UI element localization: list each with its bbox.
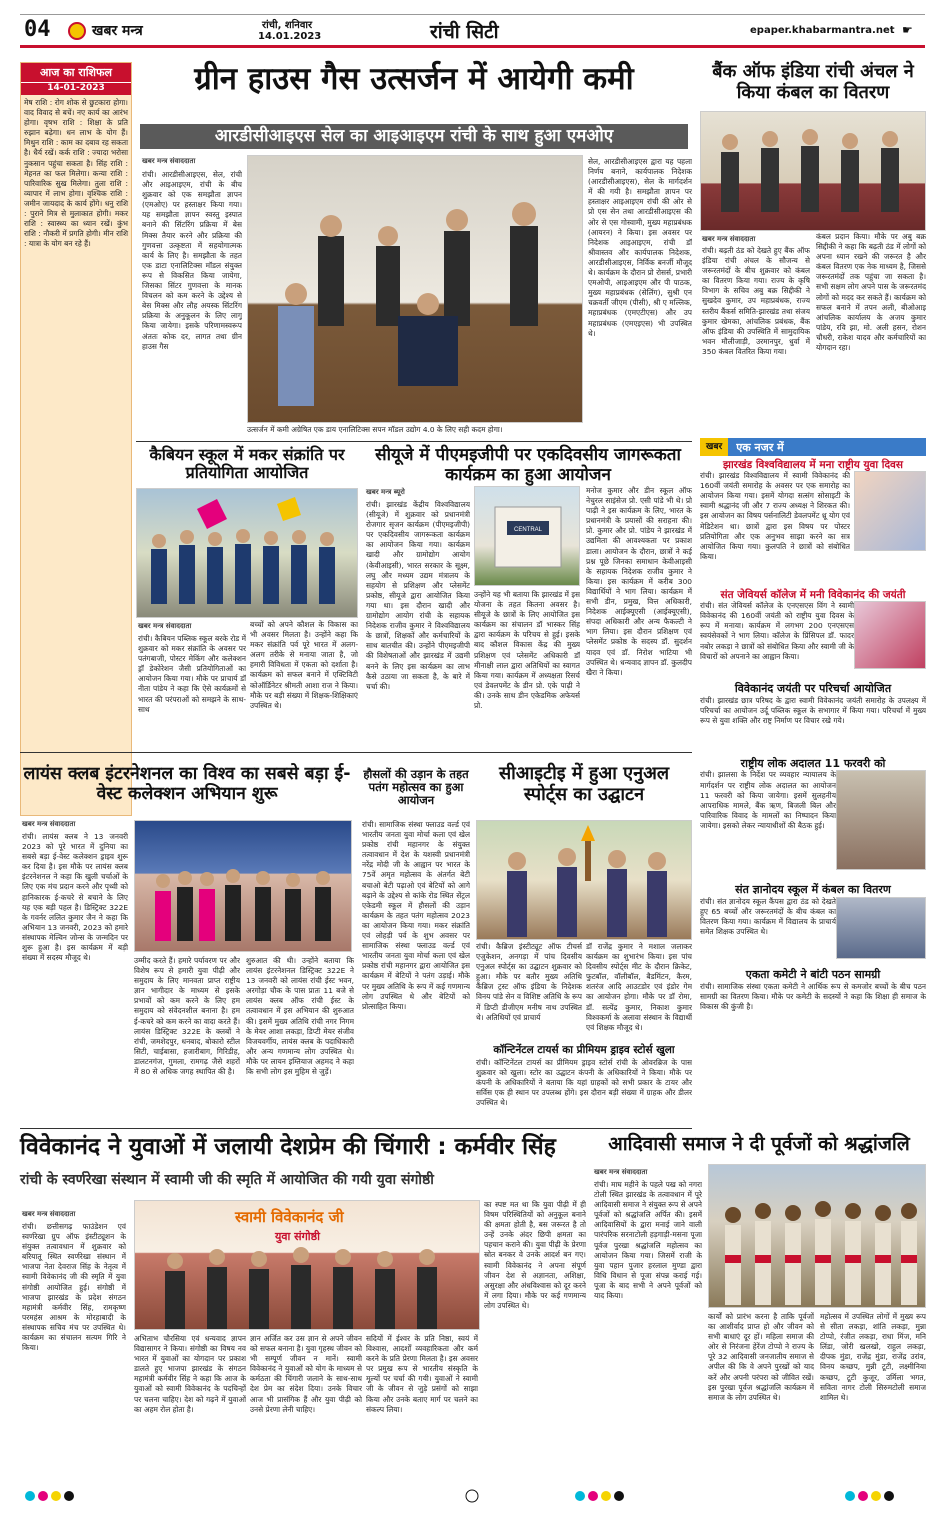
ek-item-5 <box>700 884 926 969</box>
ek-item-2-headline: संत जेवियर्स कॉलेज में मनी विवेकानंद की जयंती <box>720 589 906 602</box>
ek-item-5-text: रांची। संत ज्ञानोदय स्कूल कैंपस द्वारा ठंड को देखते हुए 65 बच्चों और जरूरतमंदों के बीच कंबल का वितरण किया गया। कार्यक्रम में विद्यालय के प्राचार्य समेत शिक्षक उपस्थित थे। <box>700 897 836 937</box>
ek-item-1-headline: झारखंड विश्वविद्यालय में मना राष्ट्रीय युवा दिवस <box>723 459 903 471</box>
a6-body: रांची। सामाजिक संस्था फ्लाउड वर्ल्ड एवं भारतीय जनता युवा मोर्चा कला एवं खेल प्रकोष्ठ रांची महानगर के संयुक्त तत्वावधान में देश के यशस्वी प्रधानमंत्री नरेंद्र मोदी जी के आह्वान पर भारत के 75वें अमृत महोत्सव के अंतर्गत बेटी बचाओ बेटी पढ़ाओ एवं बेटियों को आगे बढ़ाने के उद्देश्य से कांके रोड स्थित सेंट्रल एकेडमी स्कूल में हौसलों की उड़ान कार्यक्रम के तहत पतंग महोत्सव 2023 का आयोजन किया गया। मकर संक्रांति एवं लोहड़ी पर्व के शुभ अवसर पर सामाजिक संस्था फ्लाउड वर्ल्ड एवं भारतीय जनता युवा मोर्चा कला एवं खेल प्रकोष्ठ रांची महानगर द्वारा आयोजित इस कार्यक्रम में बेटियों ने पतंग उड़ाई। मौके पर मुख्य अतिथि के रूप में कई गणमान्य लोग उपस्थित थे और बेटियों को प्रोत्साहित किया। <box>362 820 470 1011</box>
rashifal-title: आज का राशिफल <box>21 63 131 82</box>
a2-byline: खबर मन्त्र संवाददाता <box>702 235 756 243</box>
masthead <box>20 14 925 48</box>
a8-body-2: अभिताभ चौरसिया एवं धन्यवाद ज्ञापन विद्यासागर ने किया। संगोष्ठी का विषय नव भारत में युवाओं का योगदान पर प्रकाश डालते हुए भाजपा झारखंड के संगठन महामंत्री कर्मवीर सिंह ने कहा कि आज के युवाओं को स्वामी विवेकानंद के पदचिन्हों पर चलना चाहिए। देश को गढ़ने में युवाओं का अहम रोल होता है। <box>134 1334 246 1414</box>
a3-headline: कैबियन स्कूल में मकर संक्रांति पर प्रतियोगिता आयोजित <box>149 445 345 483</box>
swatch-dot <box>884 1491 894 1501</box>
divider-3 <box>20 1128 692 1129</box>
a3-body-2: बच्चों को अपने कौशल के विकास का भी अवसर मिलता है। उन्होंने कहा कि मकर संक्रांति पर्व पूरे भारत में अलग-अलग तरीके से मनाया जाता है, जो हमारी विविधता में एकता को दर्शाता है। कार्यक्रम को सफल बनाने में एक्टिविटी कोऑर्डिनेटर श्रीमती आशा राज ने किया। मौके पर बड़ी संख्या में शिक्षक-शिक्षिकाएं उपस्थित थे। <box>250 620 358 710</box>
ek-item-3-text: रांची। झारखंड छात्र परिषद के द्वारा स्वामी विवेकानंद जयंती समारोह के उपलक्ष्य में परिचर्चा का आयोजन उर्दू पब्लिक स्कूल के सभागार में किया गया। परिचर्चा में मुख्य रूप से युवा शक्ति और राष्ट्र निर्माण पर विचार रखे गये। <box>700 695 926 725</box>
a7-box-headline: कॉन्टिनेंटल टायर्स का प्रीमियम ड्राइव स्टोर्स खुला <box>493 1044 675 1056</box>
a4-body-1: रांची। झारखंड केंद्रीय विश्वविद्यालय (सीयूजे) में शुक्रवार को प्रधानमंत्री रोजगार सृजन कार्यक्रम (पीएमइजीपी) पर एकदिवसीय जागरूकता कार्यक्रम का आयोजन किया गया। कार्यक्रम खादी और ग्रामोद्योग आयोग (केवीआइसी), भारत सरकार के सूक्ष्म, लघु और मध्यम उद्यम मंत्रालय के सहयोग से प्रशिक्षण और प्लेसमेंट प्रकोष्ठ, सीयूजे द्वारा आयोजित किया गया था। इस दौरान खादी और ग्रामोद्योग आयोग रांची के सहायक निदेशक राजीव कुमार ने विश्वविद्यालय के छात्रों, शिक्षकों और कर्मचारियों के साथ बातचीत की। उन्होंने पीएमइजीपी की विशेषताओं और झारखंड में उद्यमी बनने के लिए इस कार्यक्रम का लाभ कैसे उठाया जा सकता है, के बारे में चर्चा की। <box>366 500 470 691</box>
swatch-dot <box>51 1491 61 1501</box>
a1-caption: उत्सर्जन में कमी अग्रेषित एक डाय एनालिटिक्स सपन मॉडल उद्योग 4.0 के लिए सही कदम होगा। <box>247 425 503 434</box>
a4-body-2: उन्होंने यह भी बताया कि झारखंड में इस योजना के तहत कितना अवसर है। सीयूजे के छात्रों के लिए आयोजित इस कार्यक्रम का संचालन डॉ भास्कर सिंह द्वारा कार्यक्रम के परिचय से हुई। इसके बाद कौशल विकास केंद्र की मुख्य प्रशिक्षण एवं प्लेसमेंट अधिकारी डॉ मीनाक्षी लाल द्वारा अतिथियों का स्वागत किया गया। कार्यक्रम में अध्यक्षता रिसर्च एवं डेवलपमेंट के डीन प्रो. एके पाढ़ी ने की। उनके साथ डीन एकेडमिक अफेयर्स प्रो. <box>474 590 580 711</box>
swatch-dot <box>845 1491 855 1501</box>
ek-item-5-photo <box>836 897 926 959</box>
page-number: 04 <box>24 17 51 42</box>
a2-photo <box>700 111 926 231</box>
a5-body-2: उम्मीद करते हैं। हमारे पर्यावरण पर और विशेष रूप से हमारी युवा पीढ़ी और समुदाय के लिए मानवता प्राप्त राष्ट्रीय ज्ञान भागीदार के माध्यम से इसके प्रभावों को कम करने के लिए हम समुदाय को संवेदनशील बनाना है। हम ई-कचरे को कम करने का वादा करते हैं। लायंस डिस्ट्रिक्ट 322E के क्लबों ने रांची, जमशेदपुर, धनबाद, बोकारो स्टील सिटी, चाईबासा, हजारीबाग, गिरिडीह, डालटनगंज, गुमला, रामगढ़ जैसे शहरों में 80 से अधिक जगह स्थापित की है। <box>134 956 240 1077</box>
a7-photo <box>476 820 692 940</box>
a8-photo-figures <box>135 1201 480 1330</box>
swatch-dot <box>25 1491 35 1501</box>
a9-photo <box>708 1164 926 1308</box>
a1-headline: ग्रीन हाउस गैस उत्सर्जन में आयेगी कमी <box>194 61 634 97</box>
a3-photo <box>136 488 358 618</box>
a8-banner-title: स्वामी विवेकानंद जी <box>235 1208 344 1226</box>
ek-nazar-title: एक नजर में <box>736 440 784 454</box>
swatch-dot <box>38 1491 48 1501</box>
a5-headline: लायंस क्लब इंटरनेशनल का विश्व का सबसे बड़ा ई-वेस्ट कलेक्शन अभियान शुरू <box>23 764 351 805</box>
a9-body-3: महोत्सव में उपस्थित लोगों में मुख्य रूप से सीता लकड़ा, शांति लकड़ा, मुन्ना टोप्पो, रंजीत लकड़ा, राधा मिंज, मनि लिंडा, जोरी खलखो, राहुल लकड़ा, दीपक मुंडा, राजेंद्र मुंडा, राजेंद्र उरांव, विनय कच्छप, मुन्नी टूटी, लक्ष्मीनिया कच्छप, टूटी कुजूर, उर्मिला भगत, सविता नागर टोली सिरुमटोली समाज शामिल थे। <box>820 1312 926 1402</box>
divider-1 <box>136 441 692 442</box>
a5-body-1: रांची। लायंस क्लब ने 13 जनवरी 2023 को पूरे भारत में दुनिया का सबसे बड़ा ई-वेस्ट कलेक्शन ड्राइव शुरू कर दिया है। इस मौके पर लायंस क्लब इंटरनेशनल ने कहा कि खुली चर्चाओं के लिए एक मंच प्रदान करने और पृथ्वी को हानिकारक ई-कचरे से बचाने के लिए यह एक बड़ी पहल है। डिस्ट्रिक्ट 322E के गवर्नर ललित कुमार जैन ने कहा कि अभियान 13 जनवरी, 2023 को हमारे संस्थापक मेल्विन जोन्स के जन्मदिन पर शुरू हुआ है। इस कार्यक्रम में बड़ी संख्या में सदस्य मौजूद थे। <box>22 832 128 963</box>
a2-photo-figures <box>701 112 926 231</box>
divider-2 <box>20 752 692 753</box>
ek-item-4-headline: राष्ट्रीय लोक अदालत 11 फरवरी को <box>740 756 886 770</box>
svg-text:CENTRAL: CENTRAL <box>513 527 543 533</box>
a7-box-text: रांची। कॉन्टिनेंटल टायर्स का प्रीमियम ड्राइव स्टोर्स रांची के ओवरब्रिज के पास शुक्रवार को खुला। स्टोर का उद्घाटन कंपनी के अधिकारियों ने किया। मौके पर कंपनी के अधिकारियों ने बताया कि यहां ग्राहकों को सभी प्रकार के टायर और सर्विस एक ही स्थान पर उपलब्ध होंगे। इस दौरान बड़ी संख्या में ग्राहक और डीलर उपस्थित थे। <box>476 1058 692 1108</box>
ek-item-6 <box>700 969 926 1062</box>
a7-headline: सीआइटीइ में हुआ एनुअल स्पोर्ट्स का उद्घाटन <box>498 763 670 805</box>
a7-photo-figures <box>477 821 692 940</box>
ek-item-3 <box>700 683 926 758</box>
brand-name: खबर मन्त्र <box>92 23 143 39</box>
a3-body-1: रांची। कैबियन पब्लिक स्कूल बरके रोड में शुक्रवार को मकर संक्रांति के अवसर पर पतंगबाजी, पोस्टर मेकिंग और कलेक्शन ड्रॉ डेकोरेशन जैसी प्रतियोगिताओं का आयोजन किया गया। मौके पर प्राचार्य डॉ नीता पांडेय ने कहा कि ऐसे कार्यक्रमों से भारत की परंपराओं को समझने के साथ-साथ <box>138 634 246 714</box>
a4-headline: सीयूजे में पीएमइजीपी पर एकदिवसीय जागरूकता कार्यक्रम का हुआ आयोजन <box>375 445 681 485</box>
a4-body-3: मनोज कुमार और डीन स्कूल ऑफ नेचुरल साइंसेज प्रो. एसी पांडे भी थे। प्रो पाढ़ी ने इस कार्यक्रम के लिए, भारत के प्रधानमंत्री के प्रयासों की सराहना की। प्रो. कुमार और प्रो. पांडेय ने झारखंड में उद्यमिता की आवश्यकता पर प्रकाश डाला। आयोजन के दौरान, छात्रों ने कई प्रश्न पूछे जिनका समाधान केवीआइसी के सहायक निदेशक राजीव कुमार ने किया। इस कार्यक्रम में करीब 300 विद्यार्थियों ने भाग लिया। कार्यक्रम में सभी डीन, प्रमुख, वित्त अधिकारी, निदेशक आईक्यूएसी (आईक्यूएसी), संपदा अधिकारी और अन्य फैकल्टी ने भाग लिया। इस दौरान प्रशिक्षण एवं प्लेसमेंट प्रकोष्ठ के सदस्य डॉ. सुदर्शन यादव एवं डॉ. निरोश भाटिया भी उपस्थित थे। धन्यवाद ज्ञापन डॉ. कुलदीप खैरा ने किया। <box>586 486 692 677</box>
ek-item-6-text: रांची। सामाजिक संस्था एकता कमेटी ने आर्थिक रूप से कमजोर बच्चों के बीच पठन सामग्री का वितरण किया। मौके पर कमेटी के सदस्यों ने कहा कि शिक्षा ही समाज के विकास की कुंजी है। <box>700 981 926 1011</box>
ek-item-6-headline: एकता कमेटी ने बांटी पठन सामग्री <box>745 968 881 982</box>
dateline-date: 14.01.2023 <box>258 31 322 42</box>
dateline-place: रांची, शनिवार <box>262 20 313 31</box>
rashifal-box <box>20 62 132 816</box>
ek-item-4-text: रांची। झालसा के निर्देश पर व्यवहार न्यायालय के मार्गदर्शन पर राष्ट्रीय लोक अदालत का आयोजन 11 फरवरी को किया जायेगा। इसमें सुलहनीय आपराधिक मामले, बैंक ऋण, बिजली बिल और पारिवारिक विवाद के मामलों का निष्पादन किया जायेगा। इसको लेकर न्यायाधीशों की बैठक हुई। <box>700 770 836 830</box>
ek-item-1-photo <box>854 471 926 551</box>
a8-body-5: का स्पष्ट मत था कि युवा पीढ़ी में ही विषम परिस्थितियों को अनुकूल बनाने की क्षमता होती है, बस जरूरत है तो उन्हें उनके अंदर छिपी क्षमता का पहचान कराने की। युवा पीढ़ी के प्रेरणा स्रोत बनकर वे उनके आदर्श बन गए। स्वामी विवेकानंद ने अपना संपूर्ण जीवन देश से अज्ञानता, अशिक्षा, असुरक्षा और अंधविश्वास को दूर करने में लगा दिया। मौके पर कई गणमान्य लोग उपस्थित थे। <box>484 1200 586 1310</box>
a9-body-2: कार्यों को प्रारंभ करना है ताकि पूर्वजों का आशीर्वाद प्राप्त हो और जीवन को सभी बाधाएं दूर हों। महिला समाज की ओर से निरंजना हेरेंज टोप्पो ने राज्य के पूरे 32 आदिवासी जनजातीय समाज से अपील की कि वे अपने पुरखों को याद करें और अपनी परंपरा को जीवित रखें। इस पुरखा पूर्वज श्रद्धांजलि कार्यक्रम में समाज के लोग उपस्थित थे। <box>708 1312 814 1402</box>
a4-photo-building <box>475 487 580 586</box>
a8-body-1: रांची। छत्तीसगढ़ फाउंडेशन एवं स्वर्णरेखा ग्रुप ऑफ इंस्टीट्यूशन के संयुक्त तत्वावधान में शुक्रवार को बरियातू स्थित स्वर्णरेखा संस्थान में भाजपा नेता देवराज सिंह के नेतृत्व में स्वामी विवेकानंद जी की स्मृति में युवा संगोष्ठी आयोजित हुई। संगोष्ठी में भाजपा झारखंड के प्रदेश संगठन महामंत्री कर्मवीर सिंह, रामकृष्ण परमहंस आश्रम के मोरहाबादी के संस्थापक सचिव मंच पर उपस्थित थे। कार्यक्रम का संचालन सत्यम गिरि ने किया। <box>22 1222 126 1353</box>
swatch-dot <box>858 1491 868 1501</box>
a9-byline: खबर मन्त्र संवाददाता <box>594 1168 648 1176</box>
a8-photo <box>134 1200 480 1330</box>
ek-nazar-panel <box>700 438 926 1180</box>
swatch-dot <box>601 1491 611 1501</box>
a9-headline: आदिवासी समाज ने दी पूर्वजों को श्रद्धांजलि <box>608 1133 910 1155</box>
ek-item-1-text: रांची। झारखंड विश्वविद्यालय में स्वामी विवेकानंद की 160वीं जयंती समारोह के अवसर पर एक समारोह का आयोजन किया गया। इसमें योगदा सत्संग सोसाइटी के स्वामी श्रद्धानंद जी और 7 राज्य अध्यक्ष ने शिरकत की। इस आयोजन का विषय पर्सनालिटी डेवलपमेंट थ्रू योग एवं मेडिटेशन था। छात्रों द्वारा इस विषय पर पोस्टर प्रतियोगिता और एक अनुभव साझा करने का सत्र आयोजित किया गया। कुलपति ने छात्रों को संबोधित किया। <box>700 471 850 561</box>
rashifal-text: मेष राशि : रोग शोक से छुटकारा होगा। वाद विवाद से बचें। नए कार्य का आरंभ होगा। वृषभ राशि : शिक्षा के प्रति रुझान बढ़ेगा। धन लाभ के योग हैं। मिथुन राशि : काम का दबाव रह सकता है। धैर्य रखें। कर्क राशि : ज्यादा भरोसा नुकसान पहुंचा सकता है। सिंह राशि : मेहनत का फल मिलेगा। कन्या राशि : पारिवारिक सुख मिलेगा। तुला राशि : व्यापार में लाभ होगा। वृश्चिक राशि : जमीन जायदाद के कार्य होंगे। धनु राशि : पुराने मित्र से मुलाकात होगी। मकर राशि : स्वास्थ्य का ध्यान रखें। कुंभ राशि : नौकरी में प्रगति होगी। मीन राशि : यात्रा के योग बन रहे हैं। <box>24 98 128 249</box>
brand-logo-icon <box>68 22 86 40</box>
a8-headline: विवेकानंद ने युवाओं में जलायी देशप्रेम की चिंगारी : कर्मवीर सिंह <box>20 1134 556 1160</box>
a1-body-1: रांची। आरडीसीआइएस, सेल, रांची और आइआइएम, रांची के बीच शुक्रवार को एक समझौता ज्ञापन (एमओए) पर हस्ताक्षर किया गया। यह समझौता ज्ञापन स्वस्तु इस्पात बनाने की सिंटरिंग प्रक्रिया में बेस मिक्स तैयार करने और प्रक्रिया की गुणवत्ता उत्कृष्टता में सहयोगात्मक कार्य के लिए है। समझौता के तहत एक डाटा एनालिटिक्स मॉडल संयुक्त रूप से विकसित किया जायेगा, जिसका सिंटर गुणवत्ता के मानक विचलन को कम करने के उद्देश्य से बेस मिक्स और लौह अयस्क सिंटरिंग प्रक्रिया के अनुकूलन के लिए लागू किया जायेगा। इसके परिणामस्वरूप अंततः कोक दर, लागत तथा ग्रीन हाउस गैस <box>142 170 242 351</box>
a7-body-1: रांची। कैब्रिज इंस्टीट्यूट ऑफ टीचर्स एजुकेशन, अनगड़ा में पांच दिवसीय एनुअल स्पोर्ट्स का उद्घाटन शुक्रवार को हुआ। मौके पर बतौर मुख्य अतिथि कैंब्रिज ट्रस्ट ऑफ इंडिया के निदेशक विनय पांडे सेन व विशिष्ट अतिथि के रूप में डिप्टी डीजीएम मनीष नाथ उपस्थित थे। अतिथियों एवं प्राचार्य <box>476 942 582 1022</box>
a9-body-1: रांची। माघ महीने के पहले पख को नगरा टोली स्थित झारखंड के तत्वावधान में पूरे आदिवासी समाज ने संयुक्त रूप से अपने पूर्वजों को श्रद्धांजलि अर्पित की। इसमें आदिवासियों के द्वारा मनाई जाने वाली पारंपरिक सरनाटोली हड़गाड़ी-मसना पूजा पूर्वज पुरखा श्रद्धांजलि महोत्सव का आयोजन किया गया। जिसमें राजी के युवा पहान पुजार हरलाल मुण्डा द्वारा विधि विधान से पूजा संपन्न कराई गई। पूजा के बाद सभी ने अपने पूर्वजों को याद किया। <box>594 1180 702 1301</box>
swatch-dot <box>64 1491 74 1501</box>
a8-banner-sub: युवा संगोष्ठी <box>275 1230 320 1243</box>
ek-item-5-headline: संत ज्ञानोदय स्कूल में कंबल का वितरण <box>735 883 891 897</box>
ek-nazar-badge: खबर <box>700 438 728 456</box>
a5-body-3: शुरुआत की थी। उन्होंने बताया कि लायंस इंटरनेशनल डिस्ट्रिक्ट 322E ने 13 जनवरी को लायंस रांची ईस्ट भवन, अरगोड़ा चौक के पास प्रातः 11 बजे से लायंस क्लब ऑफ रांची ईस्ट के तत्वावधान में इस अभियान की शुरुआत की। इसमें मुख्य अतिथि रांची नगर निगम के मेयर आशा लकड़ा, डिप्टी मेयर संजीव विजयवर्गीय, लायंस क्लब के पदाधिकारी और अन्य गणमान्य लोग उपस्थित थे। मौके पर लायन इम्तियाज अहमद ने कहा कि सभी लोग इस मुहिम से जुड़ें। <box>246 956 354 1077</box>
a7-body-2: डॉ राजेंद्र कुमार ने मशाल जलाकर कार्यक्रम का शुभारंभ किया। इस पांच दिवसीय स्पोर्ट्स मीट के दौरान क्रिकेट, फुटबॉल, वॉलीबॉल, बैडमिंटन, कैरम, शतरंज आदि आउटडोर एवं इंडोर गेम का आयोजन होगा। मौके पर डॉ रोमा, डॉ. सत्येंद्र कुमार, निकाश कुमार विश्वकर्मा के अलावा संस्थान के विद्यार्थी एवं शिक्षक मौजूद थे। <box>586 942 692 1032</box>
a3-byline: खबर मन्त्र संवाददाता <box>138 622 192 630</box>
a4-photo <box>474 486 580 586</box>
a8-subheadline: रांची के स्वर्णरेखा संस्थान में स्वामी जी की स्मृति में आयोजित की गयी युवा संगोष्ठी <box>20 1172 434 1188</box>
a1-byline: खबर मन्त्र संवाददाता <box>142 157 196 165</box>
a8-body-4: सदियों में ईश्वर के प्रति निष्ठा, स्वयं में विश्वास, आदर्शों व्यवहारिकता और कर्म करने के प्रति प्रेरणा मिलता है। इस अवसर पर प्रमुख रूप से भारतीय संस्कृति के मूल्यों पर चर्चा की गयी। युवाओं ने स्वामी जी के जीवन से जुड़े प्रसंगों को साझा किया और उनके बताए मार्ग पर चलने का संकल्प लिया। <box>366 1334 478 1414</box>
a1-photo-figures <box>248 156 583 423</box>
epaper-url[interactable]: epaper.khabarmantra.net <box>750 25 895 36</box>
a1-subheadline: आरडीसीआइएस सेल का आइआइएम रांची के साथ हुआ एमओए <box>140 124 688 149</box>
swatch-dot <box>614 1491 624 1501</box>
a2-headline: बैंक ऑफ इंडिया रांची अंचल ने किया कंबल का वितरण <box>712 61 914 103</box>
a8-body-3: ज्ञान अर्जित कर उस ज्ञान से अपने जीवन को सफल बनाना है। युवा गृहस्थ जीवन को भी सम्पूर्ण जीवन न मानें। स्वामी विवेकानंद ने युवाओं को योग के माध्यम से कर्मठता की चिंगारी जलाने के साथ-साथ देश प्रेम का संदेश दिया। उनके विचार आज भी प्रासंगिक हैं और युवा पीढ़ी को उनसे प्रेरणा लेनी चाहिए। <box>250 1334 362 1414</box>
a3-photo-figures <box>137 489 358 618</box>
print-registration-bar <box>20 1488 925 1504</box>
a6-headline: हौसलों की उड़ान के तहत पतंग महोत्सव का हुआ आयोजन <box>363 767 469 808</box>
cursor-hand-icon: ☛ <box>902 23 913 37</box>
a2-body-2: कंबल प्रदान किया। मौके पर अबु बक्र सिद्दीकी ने कहा कि बढ़ती ठंड में लोगों को अपना ध्यान रखने की जरूरत है और कंबल वितरण एक नेक माध्यम है, जिससे जरूरतमंदों तक पहुंचा जा सकता है। सभी सक्षम लोग अपने पास के जरूरतमंद लोगों को मदद कर सकते हैं। कार्यक्रम को सफल बनाने में तपन अली, बीओआइ आंचलिक कार्यालय के अजय कुमार पांडेय, रवि झा, मो. अली हसन, रोशन चौधरी, राकेश यादव और कर्मचारियों का योगदान रहा। <box>816 232 926 353</box>
swatch-dot <box>575 1491 585 1501</box>
ek-item-3-headline: विवेकानंद जयंती पर परिचर्चा आयोजित <box>734 682 892 696</box>
ek-nazar-header <box>700 438 926 456</box>
crosshair-icon <box>466 1490 478 1502</box>
ek-item-2-photo <box>854 601 926 669</box>
a5-photo <box>134 820 352 952</box>
a1-body-2: सेल, आरडीसीआइएस द्वारा यह पहला निर्णय बनाने, कार्यपालक निदेशक (आरडीसीआइएस), सेल के मार्गदर्शन में की गयी है। समझौता ज्ञापन पर हस्ताक्षर आइआइएम रांची की ओर से प्रो एस सेन तथा आरडीसीआइएस की ओर से एस गोस्वामी, मुख्य महाप्रबंधक (आयरन) ने किया। इस अवसर पर निदेशक आइआइएम, रांची डॉ श्रीवास्तव और कार्यपालक निदेशक, आरडीसीआइएस, निर्विक बनर्जी मौजूद थे। कार्यक्रम के दौरान प्रो रोसर्स, प्रभारी एमओपी, आइआइएम और पी पाठक, मुख्य महाप्रबंधक (सेलिंग), सुश्री एन चक्रवर्ती जीएम (पीसी), श्री ए मल्लिक, महाप्रबंधक (एमएटीएस) और उप महाप्रबंधक (एमएइएस) भी उपस्थित थे। <box>588 157 692 338</box>
ek-item-2-text: रांची। संत जेवियर्स कॉलेज के एनएसएस विंग ने स्वामी विवेकानंद की 160वीं जयंती को राष्ट्रीय युवा दिवस के रूप में मनाया। कार्यक्रम में लगभग 200 एनएसएस स्वयंसेवकों ने भाग लिया। कॉलेज के प्रिंसिपल डॉ. फादर नबोर लकड़ा ने छात्रों को संबोधित किया और स्वामी जी के विचारों को अपनाने का आह्वान किया। <box>700 601 854 661</box>
ek-item-2 <box>700 589 926 683</box>
registration-marks <box>20 1488 925 1504</box>
a5-photo-figures <box>135 821 352 952</box>
ek-item-1 <box>700 459 926 561</box>
section-title: रांची सिटी <box>430 21 499 43</box>
a2-body-1: रांची। बढ़ती ठंड को देखते हुए बैंक ऑफ इंडिया रांची अंचल के सौजन्य से जरूरतमंदों के बीच शुक्रवार को कंबल का वितरण किया गया। राज्य के कृषि विभाग के सचिव अबु बक्र सिद्दीकी ने सुखदेव कुमार, उप महाप्रबंधक, राज्य स्तरीय बैंकर्स समिति-झारखंड तथा संजय कुमार खेमका, आंचलिक प्रबंधक, बैंक ऑफ इंडिया की उपस्थिति में सामुदायिक भवन मौलीजाड़ी, उरमानपुर, धुर्वा में 350 कंबल वितरित किया गया। <box>702 246 810 356</box>
a8-byline: खबर मन्त्र संवाददाता <box>22 1210 76 1218</box>
swatch-dot <box>588 1491 598 1501</box>
swatch-dot <box>871 1491 881 1501</box>
a1-photo <box>247 155 583 423</box>
ek-item-4-photo <box>836 770 926 870</box>
a5-byline: खबर मन्त्र संवाददाता <box>22 820 76 828</box>
a4-byline: खबर मन्त्र ब्यूरो <box>366 488 405 496</box>
rashifal-date: 14-01-2023 <box>21 82 131 95</box>
a9-photo-figures <box>709 1165 926 1308</box>
ek-item-4 <box>700 758 926 885</box>
